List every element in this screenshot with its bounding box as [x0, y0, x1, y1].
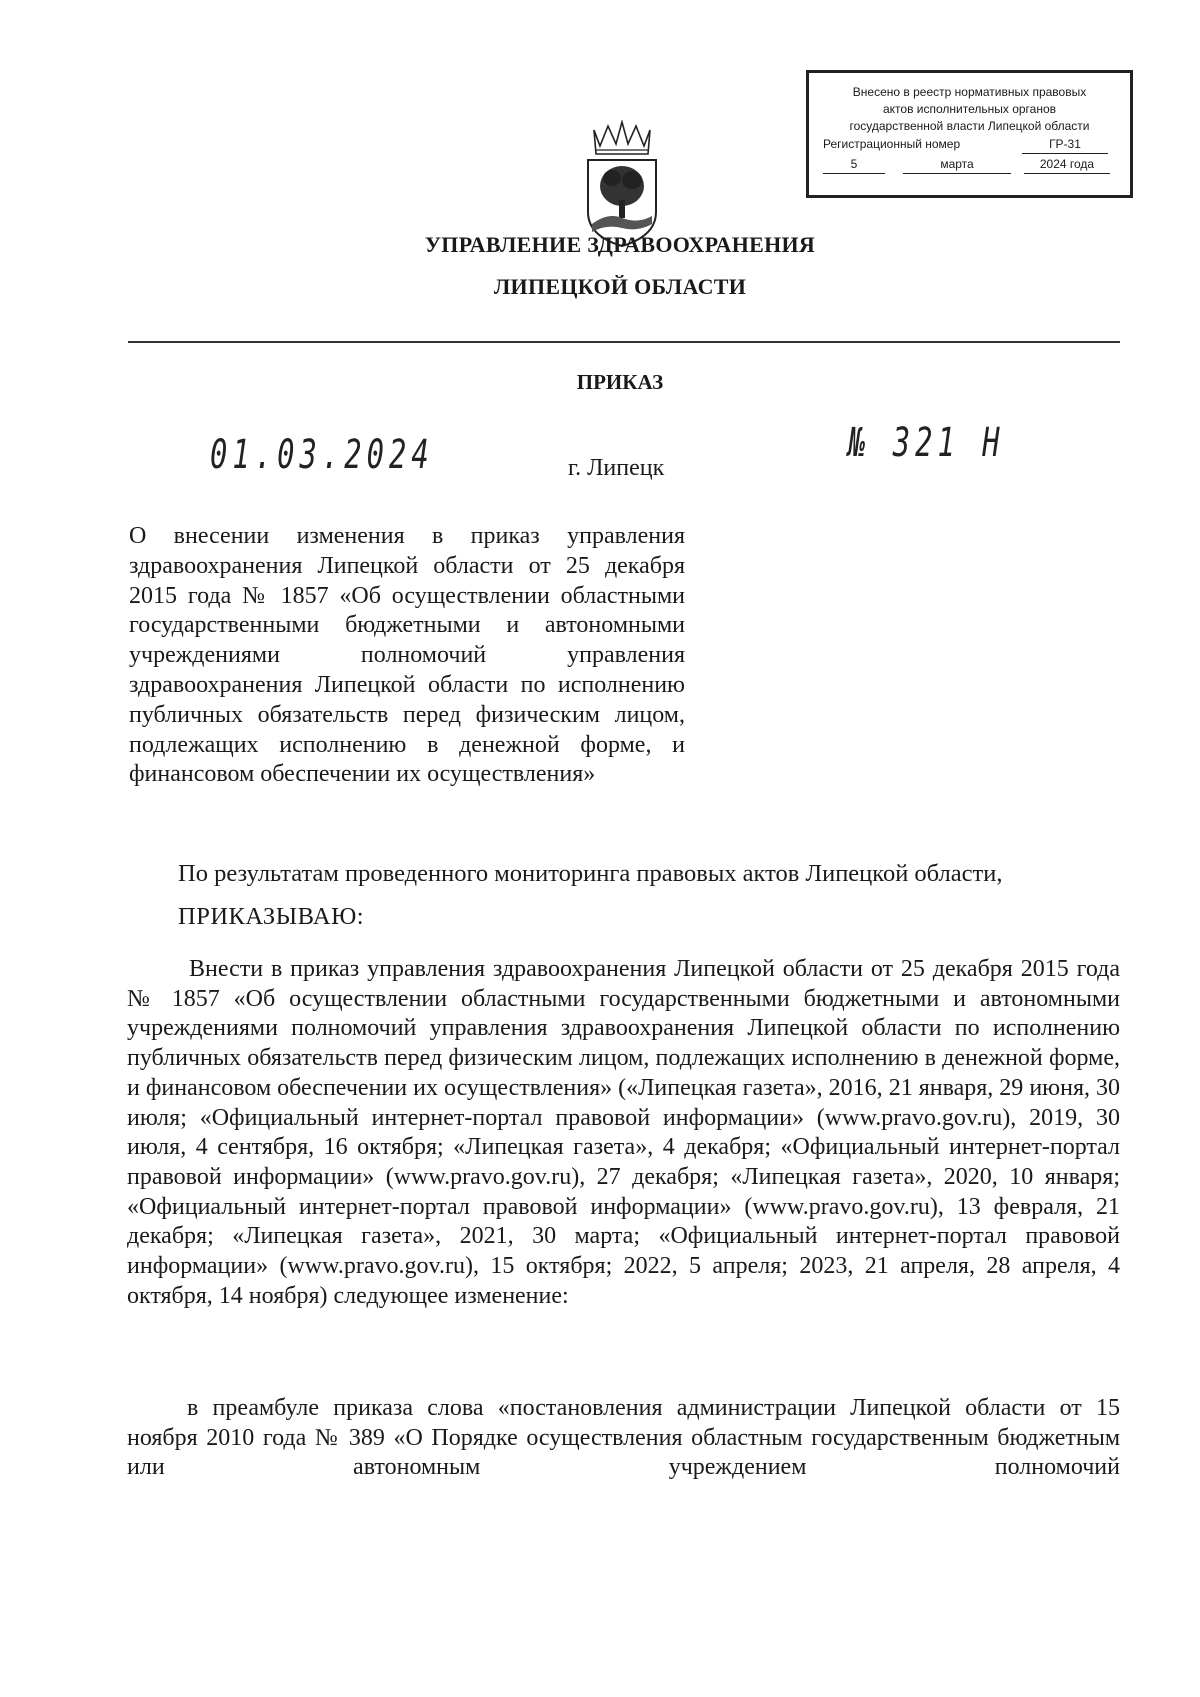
org-name-line-2: ЛИПЕЦКОЙ ОБЛАСТИ [493, 274, 747, 299]
stamp-line-3: государственной власти Липецкой области [849, 119, 1090, 133]
header-divider [128, 341, 1120, 343]
stamp-month: марта [903, 156, 1011, 174]
handwritten-date: 01.03.2024 [210, 432, 434, 478]
stamp-year: 2024 года [1024, 156, 1110, 174]
handwritten-doc-number: № 321 Н [848, 420, 1005, 466]
preamble-text: По результатам проведенного мониторинга правовых актов Липецкой области, [178, 860, 1003, 887]
coat-of-arms-icon [582, 120, 662, 248]
stamp-reg-label: Регистрационный номер [823, 137, 961, 151]
stamp-line-2: актов исполнительных органов [882, 102, 1057, 116]
org-name-line-1: УПРАВЛЕНИЕ ЗДРАВООХРАНЕНИЯ [424, 232, 816, 257]
stamp-line-1: Внесено в реестр нормативных правовых [852, 85, 1087, 99]
order-subject: О внесении изменения в приказ управления здравоохранения Липецкой области от 25 декабря 2015 года № 1857 «Об осуществлении областными государственными бюджетными и автономными учреждениями полномочий управления здравоохранения Липецкой области по исполнению публичных обязательств перед физическим лицом, подлежащих исполнению в денежной форме, и финансовом обеспечении их осуществления» [129, 523, 685, 788]
stamp-reg-number: ГР-31 [1022, 136, 1108, 154]
city-label: г. Липецк [568, 455, 665, 481]
paragraph-1: Внести в приказ управления здравоохранения Липецкой области от 25 декабря 2015 года № 1857 «Об осуществлении областными государственными бюджетными и автономными учреждениями полномочий управления здравоохранения Липецкой области по исполнению публичных обязательств перед физическим лицом, подлежащих исполнению в денежной форме, и финансовом обеспечении их осуществления» («Липецкая газета», 2016, 21 января, 29 июня, 30 июля; «Официальный интернет-портал правовой информации» (www.pravo.gov.ru), 2019, 30 июля, 4 сентября, 16 октября; «Липецкая газета», 4 декабря; «Официальный интернет-портал правовой информации» (www.pravo.gov.ru), 27 декабря; «Липецкая газета», 2020, 10 января; «Официальный интернет-портал правовой информации» (www.pravo.gov.ru), 13 февраля, 21 декабря; «Липецкая газета», 2021, 30 марта; «Официальный интернет-портал правовой информации» (www.pravo.gov.ru), 15 октября; 2022, 5 апреля; 2023, 21 апреля, 28 апреля, 4 октября, 14 ноября) следующее изменение: [127, 956, 1120, 1309]
stamp-day: 5 [823, 156, 885, 174]
stamp-registration-row [809, 136, 1130, 154]
order-word: ПРИКАЗЫВАЮ: [178, 903, 365, 930]
registry-stamp [806, 70, 1133, 198]
stamp-date-row [809, 154, 1130, 174]
doc-type-title: ПРИКАЗ [576, 370, 664, 394]
paragraph-2: в преамбуле приказа слова «постановления администрации Липецкой области от 15 ноября 2010 года № 389 «О Порядке осуществления областным государственным бюджетным или автономным учреждением полномочий [127, 1395, 1120, 1481]
